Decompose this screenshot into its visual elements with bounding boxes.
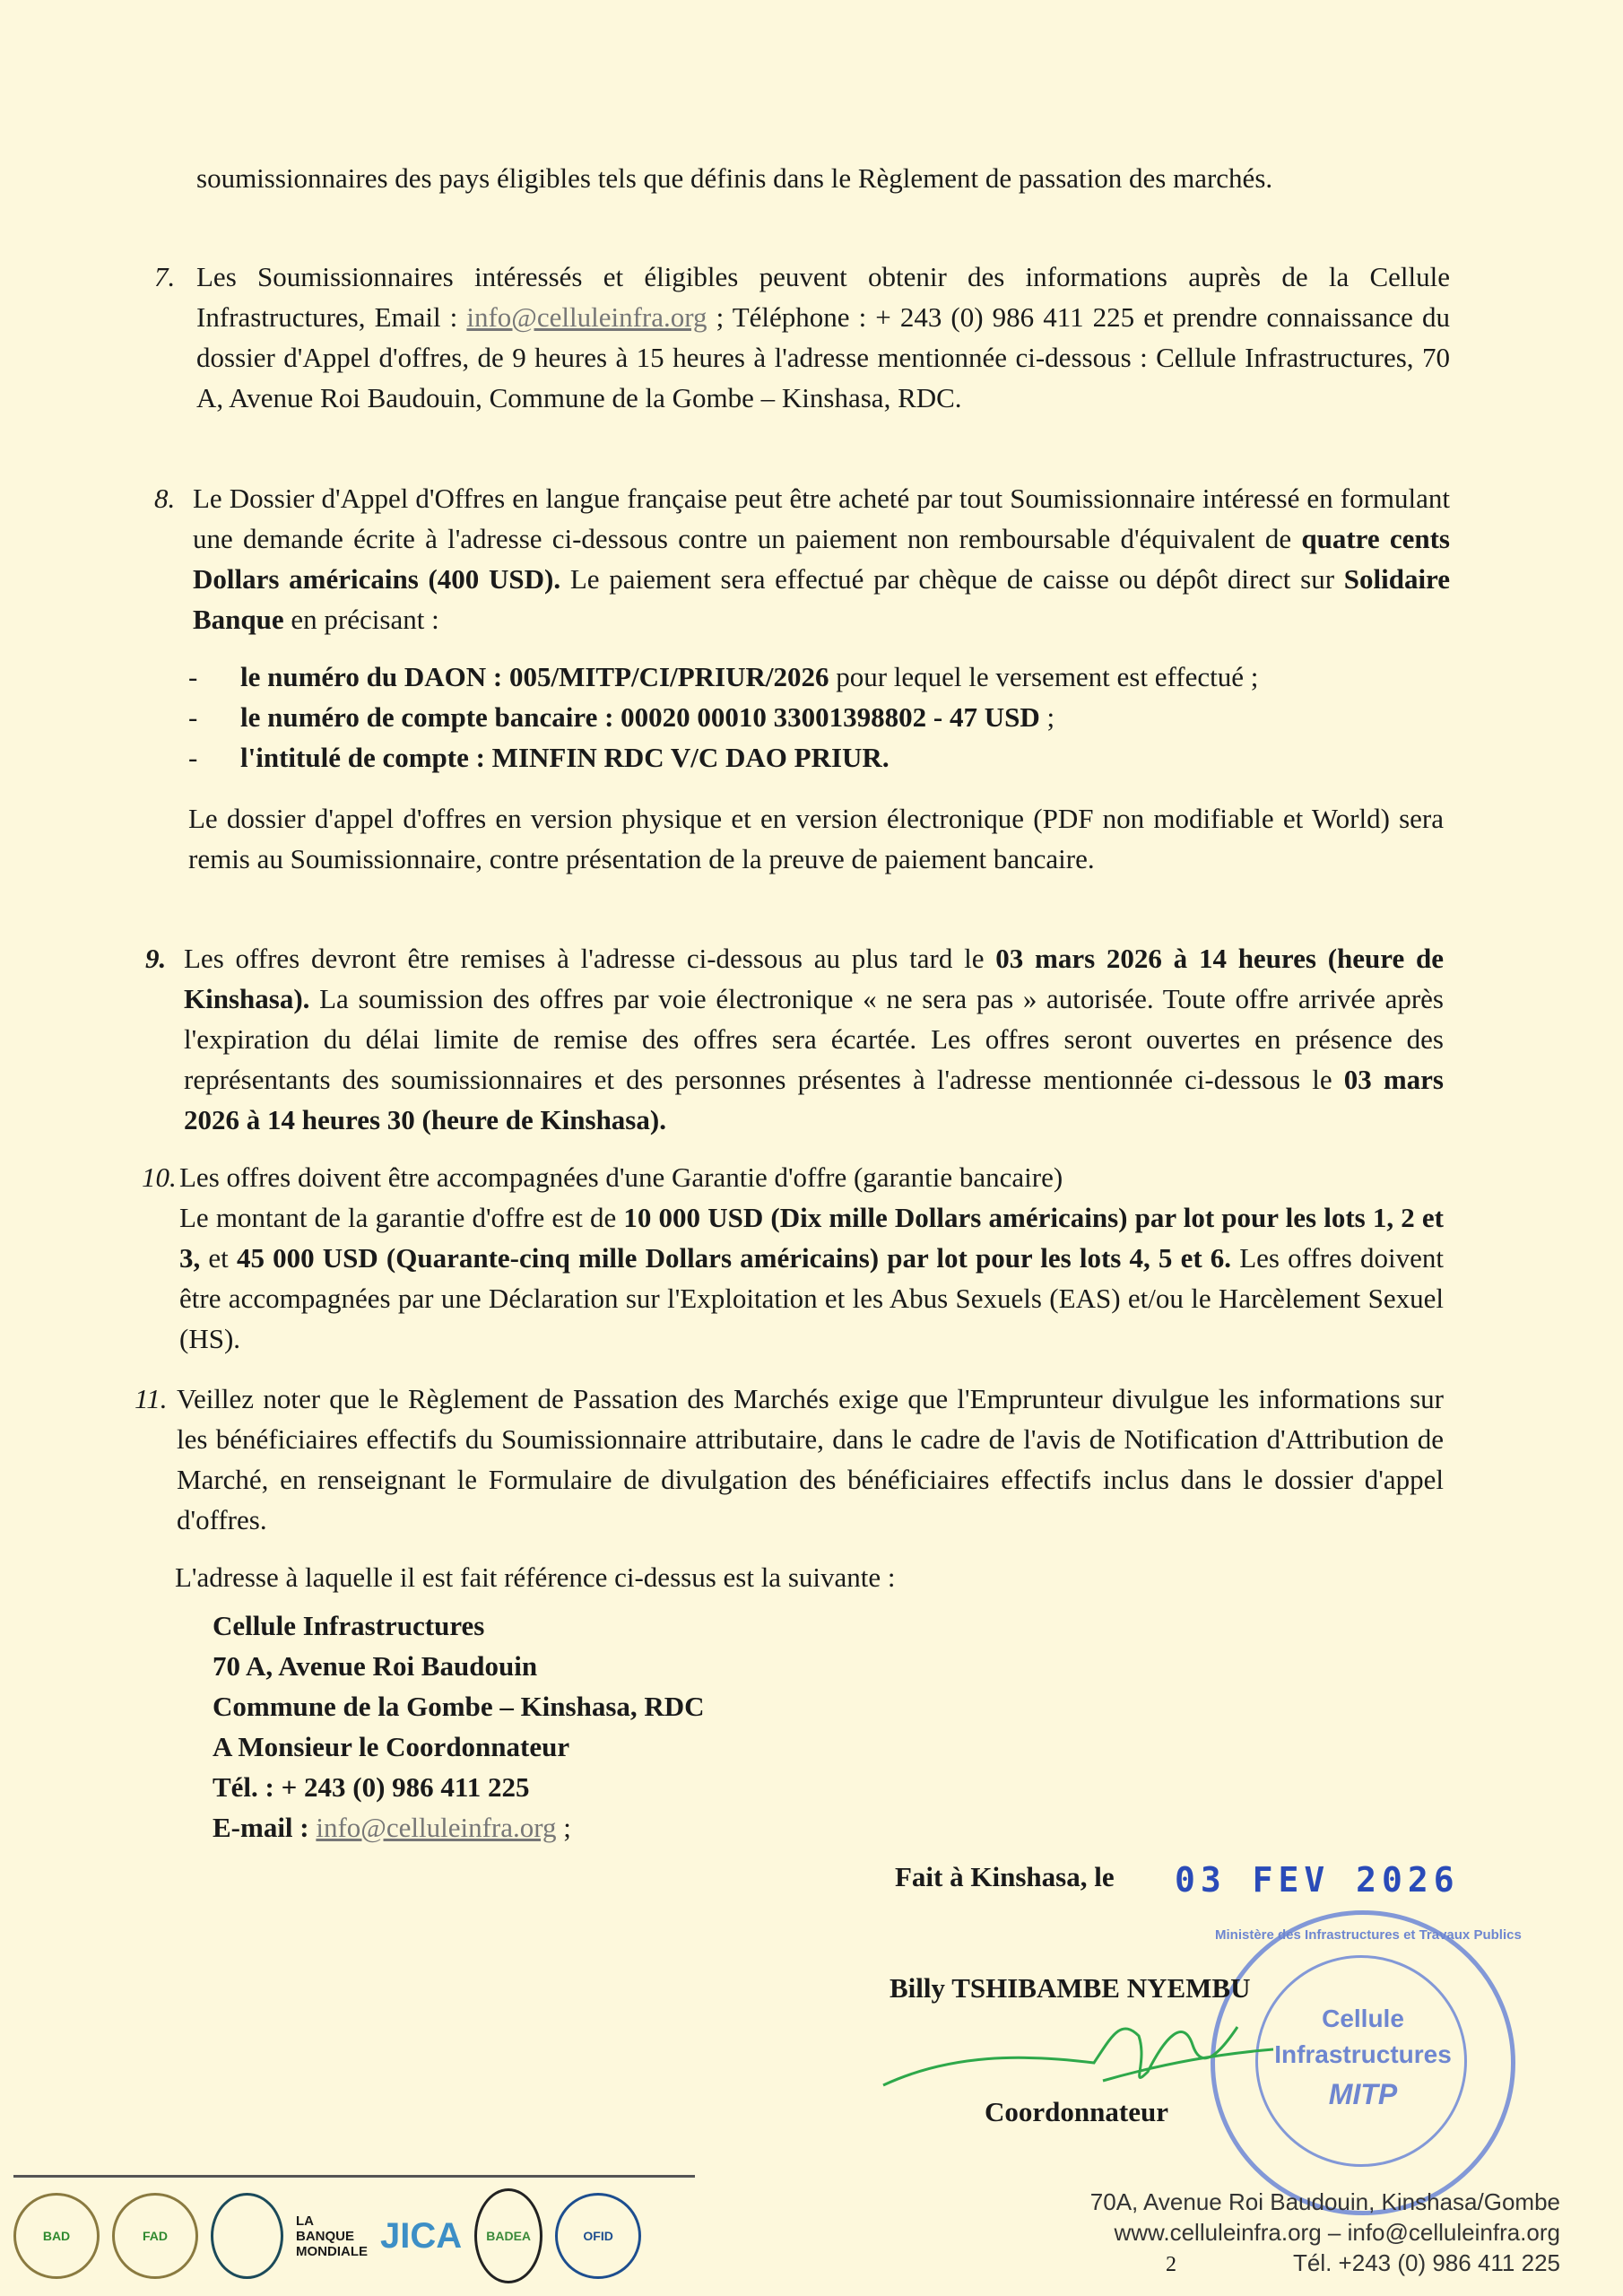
item-8-paragraph xyxy=(193,478,1450,639)
text: le numéro de compte bancaire : 00020 00010 33001398802 - 47 USD xyxy=(240,701,1040,733)
footer-web[interactable]: www.celluleinfra.org – info@celluleinfra.org xyxy=(1114,2219,1560,2246)
page-number: 2 xyxy=(1166,2253,1176,2276)
text: en précisant : xyxy=(283,604,439,635)
signature-place: Fait à Kinshasa, le xyxy=(895,1861,1115,1892)
text: le numéro du DAON : 005/MITP/CI/PRIUR/2026 xyxy=(240,661,829,692)
address-phone: Tél. : + 243 (0) 986 411 225 xyxy=(213,1771,530,1803)
intro-paragraph: soumissionnaires des pays éligibles tels que définis dans le Règlement de passation des marchés. xyxy=(196,162,1273,194)
text: Les offres devront être remises à l'adresse ci-dessous au plus tard le xyxy=(184,943,996,974)
item-7-paragraph xyxy=(196,257,1450,418)
text: et xyxy=(200,1242,237,1274)
dash: - xyxy=(188,701,198,733)
ofid-logo: OFID xyxy=(555,2193,641,2279)
email-link[interactable]: info@celluleinfra.org xyxy=(466,301,707,333)
footer-phone: Tél. +243 (0) 986 411 225 xyxy=(1292,2249,1560,2276)
world-bank-logo: LA BANQUE MONDIALE xyxy=(296,2213,368,2259)
jica-logo: JICA xyxy=(380,2215,463,2256)
amount: 10 000 USD (Dix mille Dollars américains) par lot pour les lots 1, 2 et 3, xyxy=(179,1202,1444,1274)
address-intro: L'adresse à laquelle il est fait référence ci-dessus est la suivante : xyxy=(175,1561,896,1593)
email-label: E-mail : xyxy=(213,1812,317,1843)
text: pour lequel le versement est effectué ; xyxy=(829,661,1259,692)
item-9-paragraph xyxy=(184,938,1444,1140)
fad-logo: FAD xyxy=(112,2193,198,2279)
signatory-name: Billy TSHIBAMBE NYEMBU xyxy=(890,1972,1251,2004)
partner-logos xyxy=(13,2188,641,2283)
stamp-text: Infrastructures xyxy=(1274,2040,1452,2068)
item-11-paragraph: Veillez noter que le Règlement de Passation des Marchés exige que l'Emprunteur divulgue les informations sur les bénéficiaires effectifs du Soumissionnaire attributaire, dans le cadre de l'avis de Notification d'Attribution de Marché, en renseignant le Formulaire de divulgation des bénéficiaires effectifs inclus dans le dossier d'appel d'offres. xyxy=(177,1383,1444,1535)
item-number: 8. xyxy=(154,483,176,514)
address-line: Cellule Infrastructures xyxy=(213,1610,485,1641)
text: La soumission des offres par voie électronique « ne sera pas » autorisée. Toute offre arrivée après l'expiration du délai limite de remise des offres sera écartée. Les offres seront ouvertes en présence des représentants des soumissionnaires et des personnes présentes à l'adresse mentionnée ci-dessous le xyxy=(184,983,1444,1095)
text: Les Soumissionnaires intéressés et éligibles peuvent obtenir des informations auprès de la Cellule Infrastructures, Email : xyxy=(196,261,1450,333)
email-link[interactable]: info@celluleinfra.org xyxy=(316,1812,557,1843)
text: Les offres doivent être accompagnées par une Déclaration sur l'Exploitation et les Abus Sexuels (EAS) et/ou le Harcèlement Sexuel (HS). xyxy=(179,1242,1444,1354)
item-number: 7. xyxy=(154,261,176,292)
address-line: Commune de la Gombe – Kinshasa, RDC xyxy=(213,1691,705,1722)
bank-name: Solidaire Banque xyxy=(193,563,1451,635)
text: Le paiement sera effectué par chèque de caisse ou dépôt direct sur xyxy=(560,563,1344,595)
address-block xyxy=(213,1605,705,1848)
stamp-text: MITP xyxy=(1328,2078,1398,2110)
item-number: 10. xyxy=(142,1161,177,1193)
text: ; xyxy=(1039,701,1055,733)
footer-contact xyxy=(1090,2187,1560,2278)
deadline: 03 mars 2026 à 14 heures (heure de Kinshasa). xyxy=(184,943,1444,1014)
item-10-line1: Les offres doivent être accompagnées d'une Garantie d'offre (garantie bancaire) xyxy=(179,1161,1063,1193)
price: quatre cents Dollars américains (400 USD). xyxy=(193,523,1450,595)
item-10-paragraph xyxy=(179,1197,1444,1359)
opening-date: 03 mars 2026 à 14 heures 30 (heure de Kinshasa). xyxy=(184,1064,1444,1135)
stamp-text: Cellule xyxy=(1322,2005,1404,2032)
date-stamp: 03 FEV 2026 xyxy=(1175,1860,1460,1900)
stamp-text: Ministère des Infrastructures et Travaux Publics xyxy=(1215,1927,1522,1943)
item-number: 11. xyxy=(135,1383,168,1414)
footer-address: 70A, Avenue Roi Baudouin, Kinshasa/Gombe xyxy=(1089,2188,1560,2215)
address-line: A Monsieur le Coordonnateur xyxy=(213,1731,570,1762)
world-bank-globe-icon xyxy=(211,2193,283,2279)
bad-logo: BAD xyxy=(13,2193,100,2279)
text: Le Dossier d'Appel d'Offres en langue française peut être acheté par tout Soumissionnaire intéressé en formulant une demande écrite à l'adresse ci-dessous contre un paiement non remboursable d'équivalent de xyxy=(193,483,1450,554)
text: ; Téléphone : + 243 (0) 986 411 225 et prendre connaissance du dossier d'Appel d'offres, de 9 heures à 15 heures à l'adresse mentionnée ci-dessous : Cellule Infrastructures, 70 A, Avenue Roi Baudouin, Commune de la Gombe – Kinshasa, RDC. xyxy=(196,301,1451,413)
item-number: 9. xyxy=(145,943,167,974)
text: ; xyxy=(556,1812,571,1843)
signatory-title: Coordonnateur xyxy=(985,2096,1168,2127)
address-line: 70 A, Avenue Roi Baudouin xyxy=(213,1650,538,1682)
text: l'intitulé de compte : MINFIN RDC V/C DAO PRIUR. xyxy=(240,742,890,773)
footer-divider xyxy=(13,2175,695,2178)
badea-logo: BADEA xyxy=(474,2188,542,2283)
amount: 45 000 USD (Quarante-cinq mille Dollars américains) par lot pour les lots 4, 5 et 6. xyxy=(236,1242,1232,1274)
dash: - xyxy=(188,742,198,773)
text: Le montant de la garantie d'offre est de xyxy=(179,1202,624,1233)
dash: - xyxy=(188,661,198,692)
dossier-paragraph: Le dossier d'appel d'offres en version physique et en version électronique (PDF non modifiable et World) sera remis au Soumissionnaire, contre présentation de la preuve de paiement bancaire. xyxy=(188,803,1444,874)
